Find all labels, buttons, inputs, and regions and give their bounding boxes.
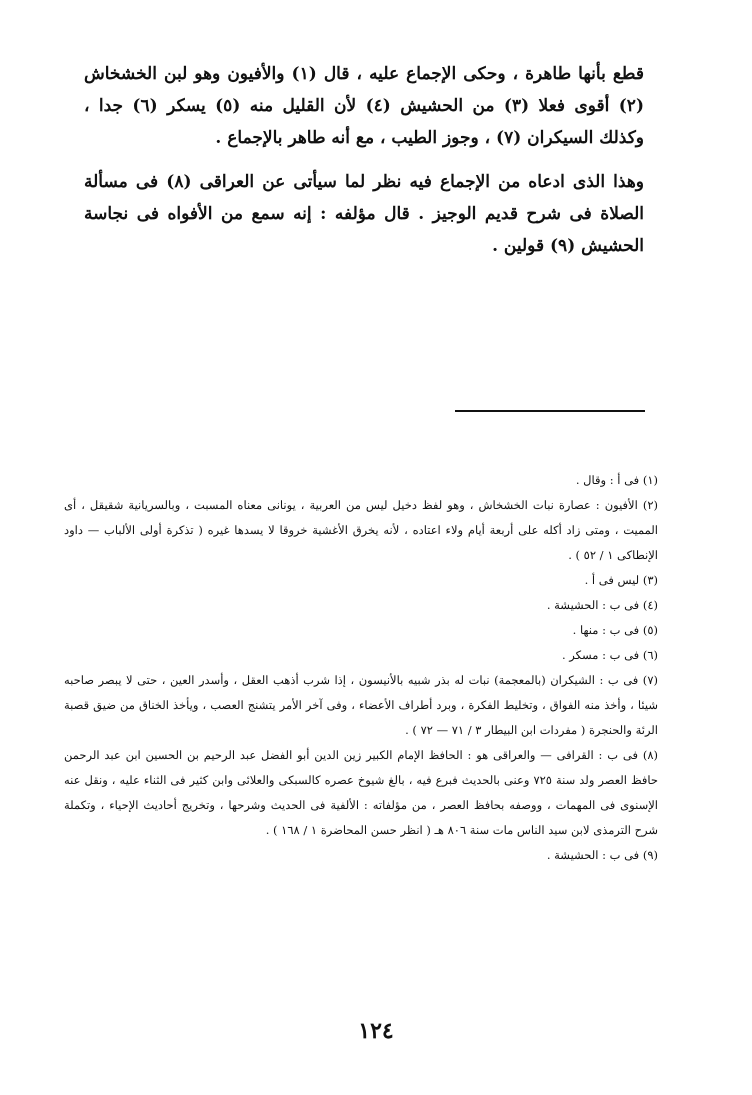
footnote-item: (٦) فى ب : مسكر . xyxy=(561,648,658,662)
footnote-item: (٣) ليس فى أ . xyxy=(584,573,658,587)
footnote-item: (٥) فى ب : منها . xyxy=(572,623,658,637)
footnote-item: (٢) الأفيون : عصارة نبات الخشخاش ، وهو لفظ دخيل ليس من العربية ، يونانى معناه المسبت ، وبالسريانية شقيقل ، أى المميت ، ومتى زاد أكله على أربعة أيام ولاء اعتاده ، لأنه يخرق الأغشية خروقا لا يسدها غيره ( تذكرة أولى الألباب — داود الإنطاكى ١ / ٥٢ ) . xyxy=(64,498,658,562)
main-text xyxy=(84,58,644,274)
footnote-item: (٧) فى ب : الشيكران (بالمعجمة) نبات له بذر شبيه بالأنيسون ، إذا شرب أذهب العقل ، وأسدر العين ، حتى لا يبصر صاحبه شيئا ، وأخذ منه الفواق ، وتخليط الفكرة ، وبرد أطراف الأعضاء ، وفى آخر الأمر يتشنج العصب ، ويأخذ الخناق من ضيق قصبة الرئة والحنجرة ( مفردات ابن البيطار ٣ / ٧١ — ٧٢ ) . xyxy=(64,673,658,737)
main-paragraph: قطع بأنها طاهرة ، وحكى الإجماع عليه ، قال (١) والأفيون وهو لبن الخشخاش (٢) أقوى فعلا (٣) من الحشيش (٤) لأن القليل منه (٥) يسكر (٦) جدا ، وكذلك السيكران (٧) ، وجوز الطيب ، مع أنه طاهر بالإجماع . xyxy=(84,64,644,148)
footnote-item: (٨) فى ب : القرافى — والعراقى هو : الحافظ الإمام الكبير زين الدين أبو الفضل عبد الرحيم بن الحسين ابن عبد الرحمن حافظ العصر ولد سنة ٧٢٥ وعنى بالحديث فبرع فيه ، بالغ شيوخ عصره كالسبكى والعلائى وابن كثير فى الثناء عليه ، ونقل عنه الإسنوى فى المهمات ، ووصفه بحافظ العصر ، من مؤلفاته : الألفية فى الحديث وشرحها ، وتخريج أحاديث الإحياء ، وتكملة شرح الترمذى لابن سيد الناس مات سنة ٨٠٦ هـ ( انظر حسن المحاضرة ١ / ١٦٨ ) . xyxy=(64,748,658,837)
footnote-item: (١) فى أ : وقال . xyxy=(575,473,658,487)
footnote-divider xyxy=(455,410,645,412)
footnote-item: (٤) فى ب : الحشيشة . xyxy=(546,598,658,612)
footnote-item: (٩) فى ب : الحشيشة . xyxy=(546,848,658,862)
main-paragraph: وهذا الذى ادعاه من الإجماع فيه نظر لما سيأتى عن العراقى (٨) فى مسألة الصلاة فى شرح قديم الوجيز . قال مؤلفه : إنه سمع من الأفواه فى نجاسة الحشيش (٩) قولين . xyxy=(84,172,645,256)
page-number: ١٢٤ xyxy=(358,1018,394,1044)
footnotes-section xyxy=(64,468,658,868)
